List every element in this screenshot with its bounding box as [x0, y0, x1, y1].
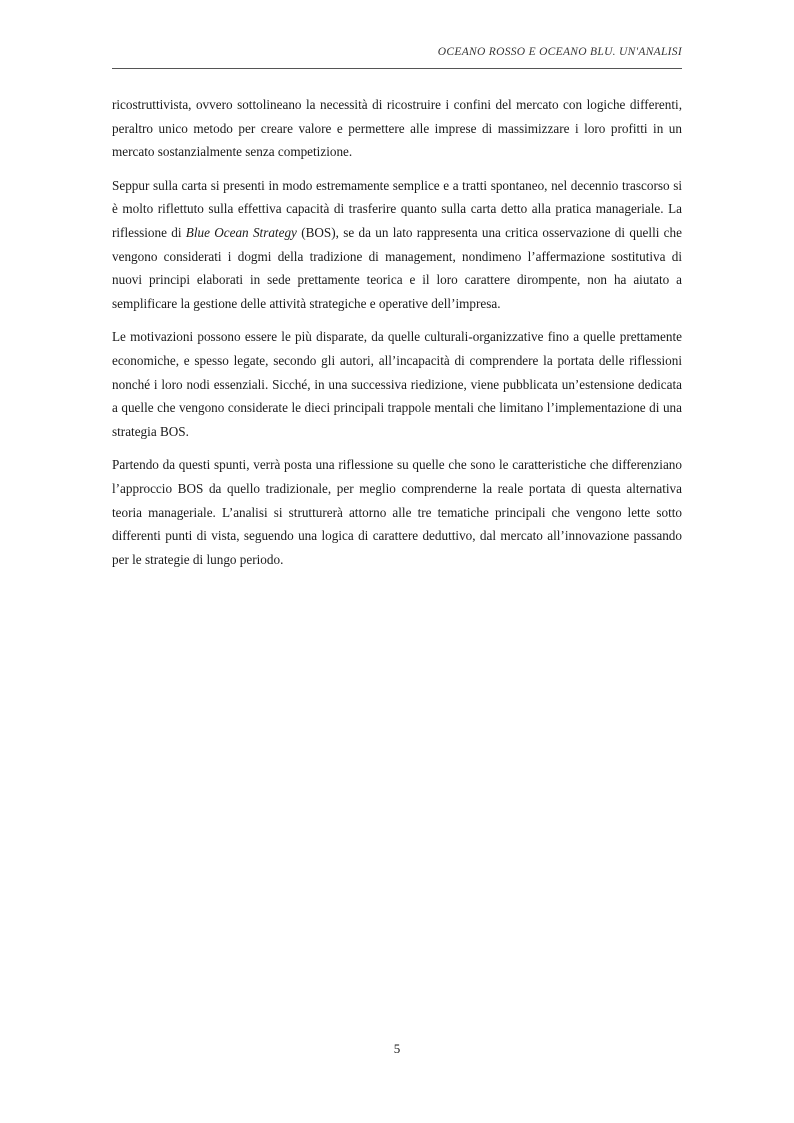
paragraph-2-text-end: (BOS), se da un lato rappresenta una critica osservazione di quelli che vengono considerati i dogmi della tradizione di management, nondimeno l’affermazione sostitutiva di nuovi principi elaborati in sede prettamente teorica e il loro carattere dirompente, non ha aiutato a semplificare la gestione delle attività strategiche e operative dell’impresa.: [112, 224, 682, 311]
running-header-title: OCEANO ROSSO E OCEANO BLU. UN'ANALISI: [437, 46, 682, 58]
paragraph-3: Le motivazioni possono essere le più disparate, da quelle culturali-organizzative fino a quelle prettamente economiche, e spesso legate, secondo gli autori, all’incapacità di comprendere la portata delle riflessioni nonché i loro nodi essenziali. Sicché, in una successiva riedizione, viene pubblicata un’estensione dedicata a quelle che vengono considerate le dieci principali trappole mentali che limitano l’implementazione di una strategia BOS.: [112, 329, 682, 439]
paragraph-2: [112, 174, 682, 316]
body-text: [112, 93, 682, 581]
paragraph-2-italic-title: Blue Ocean Strategy: [185, 224, 297, 240]
page-number: 5: [393, 1041, 401, 1056]
paragraph-4: Partendo da questi spunti, verrà posta una riflessione su quelle che sono le caratteristiche che differenziano l’approccio BOS da quello tradizionale, per meglio comprenderne la reale portata di questa alternativa teoria manageriale. L’analisi si strutturerà attorno alle tre tematiche principali che vengono lette sotto differenti punti di vista, seguendo una logica di carattere deduttivo, dal mercato all’innovazione passando per le strategie di lungo periodo.: [112, 457, 682, 567]
paragraph-2-text-start: Seppur sulla carta si presenti in modo estremamente semplice e a tratti spontaneo, nel decennio trascorso si è molto riflettuto sulla effettiva capacità di trasferire quanto sulla carta detto alla pratica manageriale. La riflessione di: [112, 177, 682, 240]
paragraph-1: ricostruttivista, ovvero sottolineano la necessità di ricostruire i confini del mercato con logiche differenti, peraltro unico metodo per creare valore e permettere alle imprese di massimizzare i loro profitti in un mercato sostanzialmente senza competizione.: [112, 97, 682, 160]
header-rule: [112, 68, 682, 69]
